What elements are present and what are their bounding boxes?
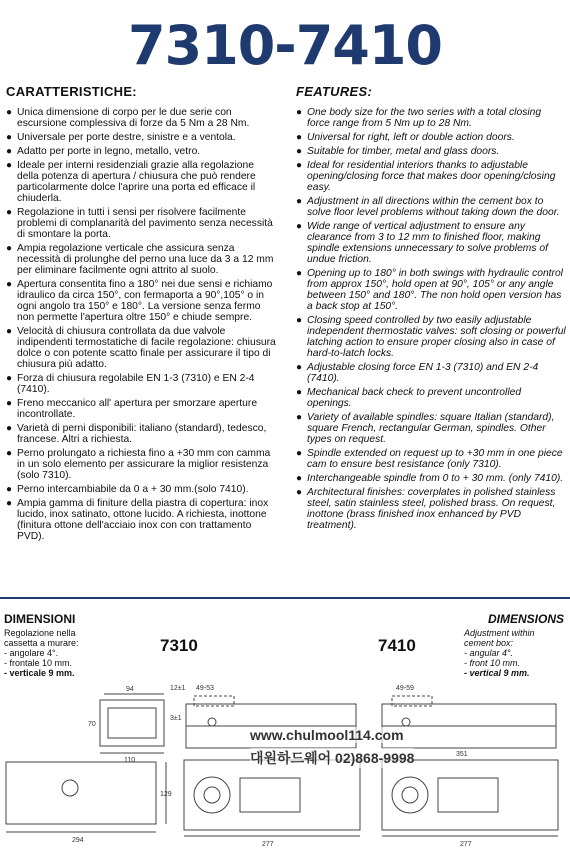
feature-item: ● Adjustment in all directions within the cement box to solve floor level problems without taking down the door. xyxy=(296,196,560,218)
feature-item: ● Velocità di chiusura controllata da due valvole indipendenti termostatiche di facile regolazione: chiusura dolce o con potente scatto finale per assicurare il tipo di chiusura più adatto. xyxy=(6,326,276,370)
feature-item: ● Unica dimensione di corpo per le due serie con escursione complessiva di forze da 5 Nm a 28 Nm. xyxy=(6,107,250,129)
dimensions-heading-italian: DIMENSIONI xyxy=(4,612,76,626)
bullet-icon: ● xyxy=(6,326,13,337)
bullet-icon: ● xyxy=(6,398,13,409)
dim-351: 351 xyxy=(456,751,468,758)
feature-item: ● Freno meccanico all' apertura per smorzare aperture incontrollate. xyxy=(6,398,258,420)
feature-item: ● Perno prolungato a richiesta fino a +30 mm con camma in un solo elemento per assicurare la miglior resistenza (solo 7310). xyxy=(6,448,271,481)
drawing-7310-plan xyxy=(184,760,360,830)
feature-item: ● Perno intercambiabile da 0 a + 30 mm.(solo 7410). xyxy=(6,484,249,495)
features-italian-list xyxy=(6,107,276,542)
bullet-icon: ● xyxy=(296,387,303,398)
dimension-note-line: - front 10 mm. xyxy=(464,658,521,668)
dimension-note-line: cassetta a murare: xyxy=(4,638,79,648)
bullet-icon: ● xyxy=(296,196,303,207)
dimension-note-line: Regolazione nella xyxy=(4,628,76,638)
dim-70: 70 xyxy=(88,721,96,728)
bullet-icon: ● xyxy=(6,146,13,157)
features-english xyxy=(296,84,566,534)
bullet-icon: ● xyxy=(6,107,13,118)
bullet-icon: ● xyxy=(296,487,303,498)
bullet-icon: ● xyxy=(296,221,303,232)
dimension-note-line: Adjustment within xyxy=(464,628,535,638)
features-english-list xyxy=(296,107,566,531)
drawing-coverplate xyxy=(6,762,156,824)
feature-item: ● Mechanical back check to prevent uncontrolled openings. xyxy=(296,387,522,409)
bullet-icon: ● xyxy=(296,132,303,143)
drawing-cement-box-side xyxy=(100,700,164,746)
feature-item: ● Opening up to 180° in both swings with hydraulic control from approx 150°, hold open at 90°, 105° or any angle between 150° and 180°. The non hold open version has a back stop at 150°. xyxy=(296,268,563,312)
bullet-icon: ● xyxy=(6,373,13,384)
bullet-icon: ● xyxy=(296,315,303,326)
dimension-note-line: - vertical 9 mm. xyxy=(464,668,530,678)
dimension-note-line: - frontale 10 mm. xyxy=(4,658,73,668)
features-italian xyxy=(6,84,276,545)
model-label-7310: 7310 xyxy=(160,636,198,655)
bullet-icon: ● xyxy=(296,268,303,279)
dim-294: 294 xyxy=(72,837,84,844)
bullet-icon: ● xyxy=(6,498,13,509)
bullet-icon: ● xyxy=(296,412,303,423)
dimension-note-line: - angular 4°. xyxy=(464,648,514,658)
dimension-note-line: cement box: xyxy=(464,638,514,648)
dim-110: 110 xyxy=(124,757,136,764)
feature-item: ● Architectural finishes: coverplates in polished stainless steel, satin stainless steel, polished brass. On request, inottone (brass finished inox enhanced by PVD treatment). xyxy=(296,487,556,531)
feature-item: ● Variety of available spindles: square Italian (standard), square French, rectangular German, spindles. Other types on request. xyxy=(296,412,555,445)
bullet-icon: ● xyxy=(296,146,303,157)
bullet-icon: ● xyxy=(6,243,13,254)
features-english-heading: FEATURES: xyxy=(296,84,373,99)
feature-item: ● Universale per porte destre, sinistre e a ventola. xyxy=(6,132,236,143)
feature-item: ● Wide range of vertical adjustment to ensure any clearance from 3 to 12 mm to finished floor, making spindle extensions unnecessary to solve problems of undue friction. xyxy=(296,221,548,265)
feature-item: ● Ideale per interni residenziali grazie alla regolazione della potenza di apertura / chiusura che può rendere particolarmente dolce l'aprire una porta ed efficace il chiuderla. xyxy=(6,160,256,204)
features-italian-heading: CARATTERISTICHE: xyxy=(6,84,137,99)
bullet-icon: ● xyxy=(296,107,303,118)
dimensions-heading-english: DIMENSIONS xyxy=(487,612,564,626)
bullet-icon: ● xyxy=(6,448,13,459)
bullet-icon: ● xyxy=(6,132,13,143)
watermark-url: www.chulmool114.com xyxy=(250,727,404,743)
dim-12: 12±1 xyxy=(170,685,186,692)
feature-item: ● Interchangeable spindle from 0 to + 30 mm. (only 7410). xyxy=(296,473,564,484)
feature-item: ● Spindle extended on request up to +30 mm in one piece cam to ensure best resistance (only 7310). xyxy=(296,448,563,470)
feature-item: ● Apertura consentita fino a 180° nei due sensi e richiamo idraulico da circa 150°, con fermaporta a 90°,105° o in ogni angolo tra 150° e 180°. La versione senza fermo non permette l'apertura oltre 150° e chiude sempre. xyxy=(6,279,273,323)
feature-item: ● Universal for right, left or double action doors. xyxy=(296,132,515,143)
bullet-icon: ● xyxy=(296,448,303,459)
watermark-phone: 대원하드웨어 02)868-9998 xyxy=(250,750,415,766)
bullet-icon: ● xyxy=(6,207,13,218)
dim-277-right: 277 xyxy=(460,841,472,848)
dim-3: 3±1 xyxy=(170,715,182,722)
feature-item: ● Ampia regolazione verticale che assicura senza necessità di prolunghe del perno una luce da 3 a 12 mm per eliminare facilmente ogni attrito al suolo. xyxy=(6,243,274,276)
bullet-icon: ● xyxy=(6,484,13,495)
feature-item: ● Adjustable closing force EN 1-3 (7310) and EN 2-4 (7410). xyxy=(296,362,539,384)
dim-94: 94 xyxy=(126,686,134,693)
dim-277-left: 277 xyxy=(262,841,274,848)
bullet-icon: ● xyxy=(6,423,13,434)
model-label-7410: 7410 xyxy=(378,636,416,655)
dimension-note-line: - angolare 4°. xyxy=(4,648,59,658)
bullet-icon: ● xyxy=(296,362,303,373)
feature-item: ● Ideal for residential interiors thanks to adjustable opening/closing force that makes door opening/closing easy. xyxy=(296,160,556,193)
dim-49-59: 49-59 xyxy=(396,685,414,692)
feature-item: ● One body size for the two series with a total closing force range from 5 Nm up to 28 Nm. xyxy=(296,107,542,129)
drawing-7410-plan xyxy=(382,760,558,830)
feature-item: ● Varietà di perni disponibili: italiano (standard), tedesco, francese. Altri a richiesta. xyxy=(6,423,267,445)
feature-item: ● Closing speed controlled by two easily adjustable independent thermostatic valves: soft closing or powerful latching action to ensure proper closing also in case of hard-to-latch locks. xyxy=(296,315,566,359)
feature-item: ● Forza di chiusura regolabile EN 1-3 (7310) e EN 2-4 (7410). xyxy=(6,373,255,395)
feature-item: ● Suitable for timber, metal and glass doors. xyxy=(296,146,500,157)
bullet-icon: ● xyxy=(6,160,13,171)
dim-129: 129 xyxy=(160,791,172,798)
dimension-note-line: - verticale 9 mm. xyxy=(4,668,75,678)
dim-49-53: 49-53 xyxy=(196,685,214,692)
feature-item: ● Adatto per porte in legno, metallo, vetro. xyxy=(6,146,201,157)
page-title: 7310-7410 xyxy=(128,14,442,77)
feature-item: ● Regolazione in tutti i sensi per risolvere facilmente problemi di complanarità del pavimento senza necessità di smontare la porta. xyxy=(6,207,273,240)
bullet-icon: ● xyxy=(296,473,303,484)
bullet-icon: ● xyxy=(296,160,303,171)
feature-item: ● Ampia gamma di finiture della piastra di copertura: inox lucido, inox satinato, ottone lucido. A richiesta, inottone (finitura ottone dell'acciaio inox con con trattamento PVD). xyxy=(6,498,269,542)
section-divider xyxy=(0,597,570,599)
bullet-icon: ● xyxy=(6,279,13,290)
